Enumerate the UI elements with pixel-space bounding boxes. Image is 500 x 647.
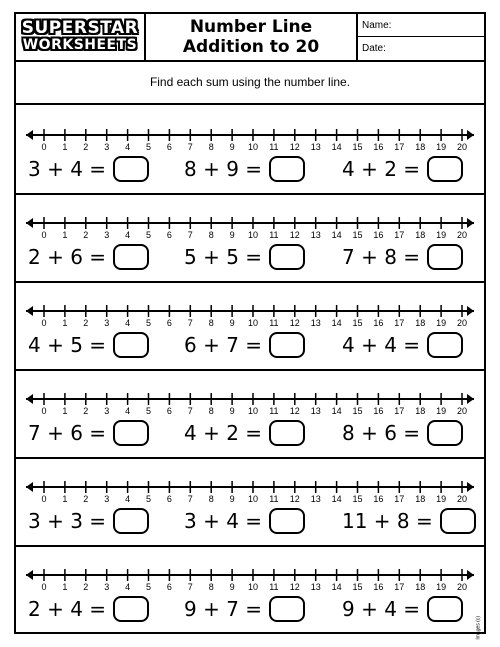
number-line-label: 3 <box>104 318 110 327</box>
answer-box[interactable] <box>269 420 305 446</box>
number-line <box>16 469 484 503</box>
number-line-label: 0 <box>41 582 47 591</box>
arrow-right-icon <box>467 306 474 316</box>
answer-box[interactable] <box>113 596 149 622</box>
equation-text: 4 + 2 = <box>342 157 421 181</box>
number-line-label: 7 <box>187 406 193 415</box>
number-line-label: 5 <box>145 230 152 239</box>
number-line-label: 3 <box>104 494 110 503</box>
equation-text: 2 + 6 = <box>28 245 107 269</box>
number-line-label: 2 <box>83 318 89 327</box>
number-line-label: 16 <box>373 582 384 591</box>
number-line-label: 9 <box>229 230 235 239</box>
number-line-label: 20 <box>456 582 468 591</box>
number-line-label: 18 <box>415 494 426 503</box>
title-line-1: Number Line <box>189 17 313 37</box>
number-line-label: 14 <box>331 318 342 327</box>
number-line-label: 5 <box>145 318 152 327</box>
number-line-label: 19 <box>436 142 447 151</box>
copyright-note: Images (c) <box>476 616 482 640</box>
number-line-label: 3 <box>104 406 110 415</box>
number-line-label: 11 <box>269 582 279 591</box>
number-line-label: 6 <box>166 494 172 503</box>
worksheet-header <box>16 14 484 62</box>
answer-box[interactable] <box>427 596 463 622</box>
addition-problem <box>28 330 149 360</box>
addition-problem <box>184 594 305 624</box>
number-line-label: 16 <box>373 230 384 239</box>
answer-box[interactable] <box>113 332 149 358</box>
number-line-label: 13 <box>310 494 321 503</box>
arrow-left-icon <box>26 306 33 316</box>
number-line-label: 12 <box>289 494 300 503</box>
number-line-label: 10 <box>247 230 259 239</box>
number-line-label: 18 <box>415 582 426 591</box>
number-line-label: 17 <box>394 142 405 151</box>
number-line <box>16 205 484 239</box>
number-line-label: 10 <box>247 142 259 151</box>
addition-problem <box>184 506 305 536</box>
logo-line-2: WORKSHEETS <box>22 37 138 53</box>
arrow-right-icon <box>467 482 474 492</box>
number-line-label: 20 <box>456 318 468 327</box>
answer-box[interactable] <box>269 596 305 622</box>
arrow-left-icon <box>26 394 33 404</box>
equation-text: 5 + 5 = <box>184 245 263 269</box>
number-line-label: 19 <box>436 406 447 415</box>
number-line-label: 12 <box>289 582 300 591</box>
number-line <box>16 557 484 591</box>
number-line <box>16 293 484 327</box>
number-line-label: 10 <box>247 582 259 591</box>
equation-text: 3 + 4 = <box>28 157 107 181</box>
number-line-label: 14 <box>331 406 342 415</box>
number-line-label: 4 <box>125 230 131 239</box>
worksheet <box>14 12 486 640</box>
number-line-label: 11 <box>269 406 279 415</box>
number-line-label: 11 <box>269 494 279 503</box>
number-line-label: 11 <box>269 142 279 151</box>
answer-box[interactable] <box>440 508 476 534</box>
arrow-right-icon <box>467 218 474 228</box>
number-line-label: 8 <box>208 230 214 239</box>
equation-text: 8 + 6 = <box>342 421 421 445</box>
addition-problem <box>342 506 476 536</box>
addition-problem <box>28 242 149 272</box>
number-line-label: 7 <box>187 318 193 327</box>
addition-problem <box>184 154 305 184</box>
equation-text: 2 + 4 = <box>28 597 107 621</box>
arrow-left-icon <box>26 482 33 492</box>
number-line-label: 15 <box>352 318 363 327</box>
answer-box[interactable] <box>427 244 463 270</box>
number-line-label: 17 <box>394 230 405 239</box>
number-line-label: 9 <box>229 494 235 503</box>
number-line-label: 8 <box>208 142 214 151</box>
number-line <box>16 117 484 151</box>
problem-row <box>16 195 484 283</box>
number-line-label: 7 <box>187 494 193 503</box>
number-line-label: 2 <box>83 406 89 415</box>
answer-box[interactable] <box>269 332 305 358</box>
answer-box[interactable] <box>113 244 149 270</box>
number-line-label: 9 <box>229 142 235 151</box>
title-line-2: Addition to 20 <box>182 37 320 57</box>
number-line-label: 6 <box>166 318 172 327</box>
number-line-label: 15 <box>352 406 363 415</box>
number-line-label: 19 <box>436 318 447 327</box>
addition-problem <box>184 330 305 360</box>
number-line-label: 14 <box>331 582 342 591</box>
addition-problem <box>342 154 463 184</box>
number-line-label: 4 <box>125 318 131 327</box>
number-line-label: 5 <box>145 142 152 151</box>
arrow-right-icon <box>467 394 474 404</box>
number-line-label: 20 <box>456 494 468 503</box>
equation-text: 8 + 9 = <box>184 157 263 181</box>
addition-problem <box>342 330 463 360</box>
number-line-label: 13 <box>310 318 321 327</box>
number-line-label: 13 <box>310 142 321 151</box>
answer-box[interactable] <box>113 508 149 534</box>
answer-box[interactable] <box>113 156 149 182</box>
answer-box[interactable] <box>427 156 463 182</box>
number-line-label: 18 <box>415 406 426 415</box>
number-line-label: 16 <box>373 142 384 151</box>
number-line-label: 4 <box>125 142 131 151</box>
number-line-label: 4 <box>125 582 131 591</box>
number-line-label: 16 <box>373 494 384 503</box>
number-line-label: 20 <box>456 230 468 239</box>
number-line-label: 0 <box>41 142 47 151</box>
answer-box[interactable] <box>269 244 305 270</box>
number-line-label: 8 <box>208 318 214 327</box>
number-line-label: 18 <box>415 230 426 239</box>
number-line-label: 9 <box>229 406 235 415</box>
date-field[interactable]: Date: <box>362 43 386 54</box>
number-line-label: 4 <box>125 406 131 415</box>
number-line-label: 12 <box>289 230 300 239</box>
equation-text: 9 + 4 = <box>342 597 421 621</box>
number-line-label: 6 <box>166 142 172 151</box>
answer-box[interactable] <box>269 508 305 534</box>
number-line <box>16 381 484 415</box>
number-line-label: 1 <box>62 494 68 503</box>
number-line-label: 3 <box>104 582 110 591</box>
number-line-label: 3 <box>104 142 110 151</box>
number-line-label: 2 <box>83 494 89 503</box>
problem-row <box>16 459 484 547</box>
number-line-label: 20 <box>456 142 468 151</box>
number-line-label: 18 <box>415 142 426 151</box>
number-line-label: 6 <box>166 582 172 591</box>
number-line-label: 5 <box>145 582 152 591</box>
number-line-label: 15 <box>352 494 363 503</box>
number-line-label: 14 <box>331 142 342 151</box>
number-line-label: 16 <box>373 406 384 415</box>
number-line-label: 10 <box>247 318 259 327</box>
number-line-label: 13 <box>310 582 321 591</box>
number-line-label: 15 <box>352 230 363 239</box>
equation-text: 4 + 2 = <box>184 421 263 445</box>
number-line-label: 12 <box>289 142 300 151</box>
problem-row <box>16 371 484 459</box>
number-line-label: 13 <box>310 230 321 239</box>
instructions: Find each sum using the number line. <box>16 60 484 105</box>
answer-box[interactable] <box>269 156 305 182</box>
addition-problem <box>342 418 463 448</box>
number-line-label: 18 <box>415 318 426 327</box>
equation-text: 4 + 4 = <box>342 333 421 357</box>
number-line-label: 17 <box>394 582 405 591</box>
number-line-label: 10 <box>247 494 259 503</box>
number-line-label: 0 <box>41 230 47 239</box>
addition-problem <box>184 418 305 448</box>
number-line-label: 13 <box>310 406 321 415</box>
number-line-label: 16 <box>373 318 384 327</box>
addition-problem <box>184 242 305 272</box>
addition-problem <box>28 154 149 184</box>
equation-text: 7 + 6 = <box>28 421 107 445</box>
equation-text: 11 + 8 = <box>342 509 433 533</box>
equation-text: 9 + 7 = <box>184 597 263 621</box>
number-line-label: 14 <box>331 494 342 503</box>
number-line-label: 2 <box>83 230 89 239</box>
answer-box[interactable] <box>427 420 463 446</box>
worksheet-title <box>146 14 358 60</box>
number-line-label: 0 <box>41 494 47 503</box>
number-line-label: 12 <box>289 318 300 327</box>
number-line-label: 7 <box>187 230 193 239</box>
number-line-label: 7 <box>187 582 193 591</box>
number-line-label: 6 <box>166 230 172 239</box>
number-line-label: 10 <box>247 406 259 415</box>
number-line-label: 19 <box>436 582 447 591</box>
answer-box[interactable] <box>427 332 463 358</box>
addition-problem <box>28 594 149 624</box>
equation-text: 6 + 7 = <box>184 333 263 357</box>
number-line-label: 17 <box>394 406 405 415</box>
number-line-label: 1 <box>62 230 68 239</box>
addition-problem <box>28 418 149 448</box>
number-line-label: 1 <box>62 582 68 591</box>
number-line-label: 9 <box>229 318 235 327</box>
number-line-label: 19 <box>436 494 447 503</box>
number-line-label: 7 <box>187 142 193 151</box>
arrow-right-icon <box>467 570 474 580</box>
equation-text: 4 + 5 = <box>28 333 107 357</box>
addition-problem <box>342 242 463 272</box>
number-line-label: 11 <box>269 318 279 327</box>
answer-box[interactable] <box>113 420 149 446</box>
addition-problem <box>28 506 149 536</box>
equation-text: 7 + 8 = <box>342 245 421 269</box>
number-line-label: 15 <box>352 142 363 151</box>
name-field[interactable]: Name: <box>358 14 484 37</box>
equation-text: 3 + 4 = <box>184 509 263 533</box>
number-line-label: 2 <box>83 142 89 151</box>
problem-row <box>16 283 484 371</box>
number-line-label: 11 <box>269 230 279 239</box>
number-line-label: 8 <box>208 406 214 415</box>
addition-problem <box>342 594 463 624</box>
number-line-label: 4 <box>125 494 131 503</box>
name-date-box <box>358 14 484 60</box>
logo-line-1: SUPERSTAR <box>21 18 139 38</box>
problem-row <box>16 547 484 635</box>
number-line-label: 15 <box>352 582 363 591</box>
number-line-label: 17 <box>394 318 405 327</box>
number-line-label: 19 <box>436 230 447 239</box>
number-line-label: 3 <box>104 230 110 239</box>
arrow-right-icon <box>467 130 474 140</box>
number-line-label: 8 <box>208 494 214 503</box>
number-line-label: 8 <box>208 582 214 591</box>
number-line-label: 17 <box>394 494 405 503</box>
number-line-label: 2 <box>83 582 89 591</box>
arrow-left-icon <box>26 570 33 580</box>
number-line-label: 5 <box>145 494 152 503</box>
arrow-left-icon <box>26 130 33 140</box>
number-line-label: 12 <box>289 406 300 415</box>
superstar-worksheets-logo <box>16 14 146 60</box>
number-line-label: 1 <box>62 142 68 151</box>
number-line-label: 0 <box>41 406 47 415</box>
number-line-label: 1 <box>62 318 68 327</box>
number-line-label: 20 <box>456 406 468 415</box>
number-line-label: 14 <box>331 230 342 239</box>
number-line-label: 0 <box>41 318 47 327</box>
equation-text: 3 + 3 = <box>28 509 107 533</box>
arrow-left-icon <box>26 218 33 228</box>
number-line-label: 6 <box>166 406 172 415</box>
number-line-label: 1 <box>62 406 68 415</box>
number-line-label: 9 <box>229 582 235 591</box>
problem-row <box>16 107 484 195</box>
number-line-label: 5 <box>145 406 152 415</box>
